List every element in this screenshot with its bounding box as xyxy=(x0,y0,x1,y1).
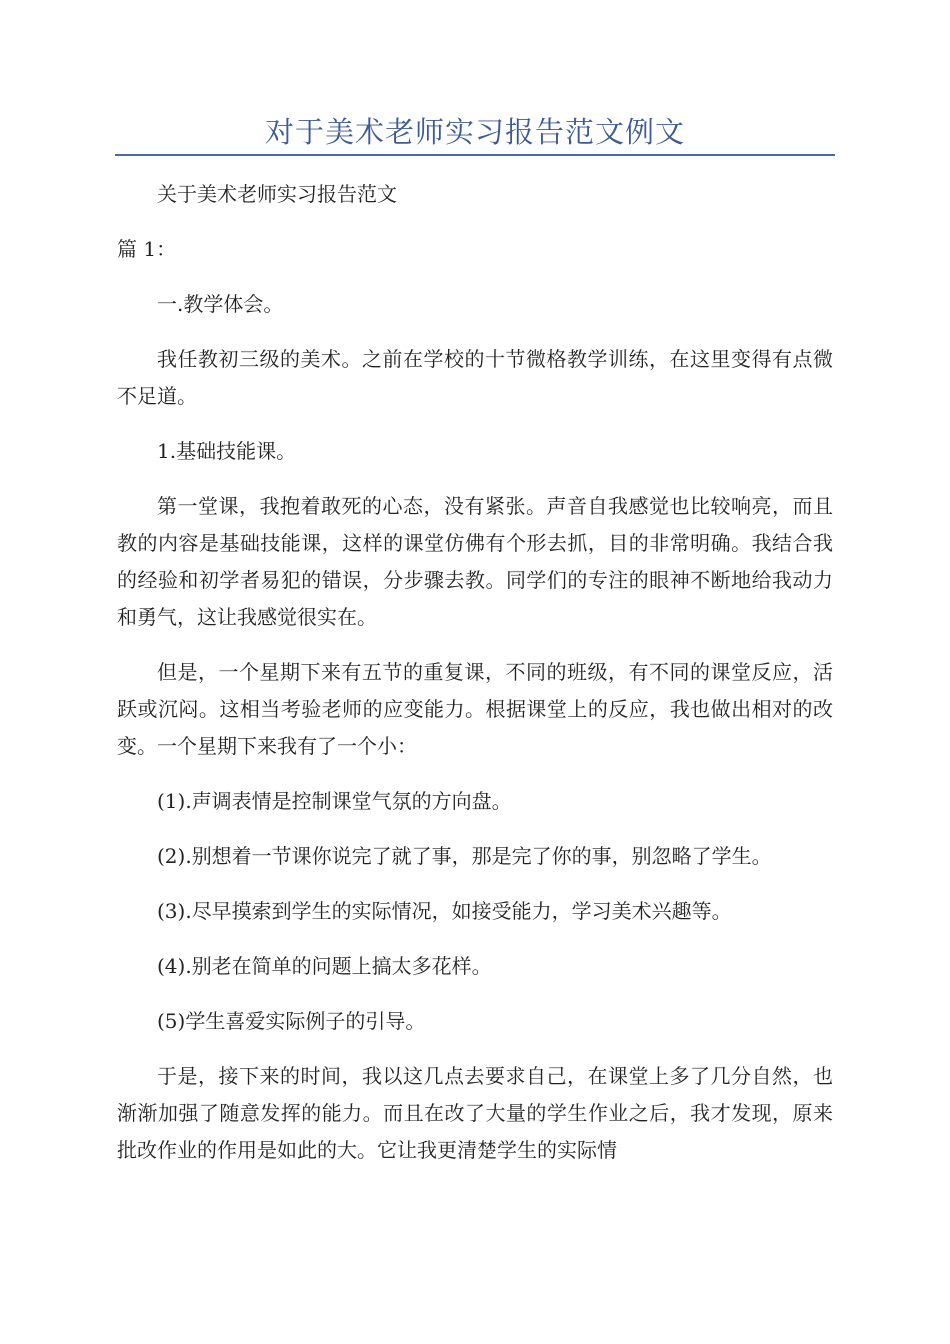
title-underline xyxy=(115,154,835,156)
body-paragraph: 第一堂课，我抱着敢死的心态，没有紧张。声音自我感觉也比较响亮，而且教的内容是基础技能课，这样的课堂仿佛有个形去抓，目的非常明确。我结合我的经验和初学者易犯的错误，分步骤去教。同学们的专注的眼神不断地给我动力和勇气，这让我感觉很实在。 xyxy=(117,494,833,629)
body-paragraph: 我任教初三级的美术。之前在学校的十节微格教学训练，在这里变得有点微不足道。 xyxy=(117,347,833,408)
list-item: (4).别老在简单的问题上搞太多花样。 xyxy=(157,954,492,978)
section-label: 篇 1： xyxy=(117,237,177,261)
list-item: (2).别想着一节课你说完了就了事，那是完了你的事，别忽略了学生。 xyxy=(157,844,772,868)
heading-basic-skills: 1.基础技能课。 xyxy=(157,439,297,463)
heading-teaching-experience: 一.教学体会。 xyxy=(157,292,284,316)
list-item: (5)学生喜爱实际例子的引导。 xyxy=(157,1009,426,1033)
subtitle-paragraph: 关于美术老师实习报告范文 xyxy=(157,182,397,206)
list-item: (1).声调表情是控制课堂气氛的方向盘。 xyxy=(157,789,512,813)
document-title: 对于美术老师实习报告范文例文 xyxy=(264,115,685,149)
list-item: (3).尽早摸索到学生的实际情况，如接受能力，学习美术兴趣等。 xyxy=(157,899,732,923)
body-paragraph: 但是，一个星期下来有五节的重复课，不同的班级，有不同的课堂反应，活跃或沉闷。这相当考验老师的应变能力。根据课堂上的反应，我也做出相对的改变。一个星期下来我有了一个小： xyxy=(117,660,833,758)
body-paragraph: 于是，接下来的时间，我以这几点去要求自己，在课堂上多了几分自然，也渐渐加强了随意发挥的能力。而且在改了大量的学生作业之后，我才发现，原来批改作业的作用是如此的大。它让我更清楚学生的实际情 xyxy=(117,1064,833,1162)
document-body xyxy=(117,176,833,1169)
